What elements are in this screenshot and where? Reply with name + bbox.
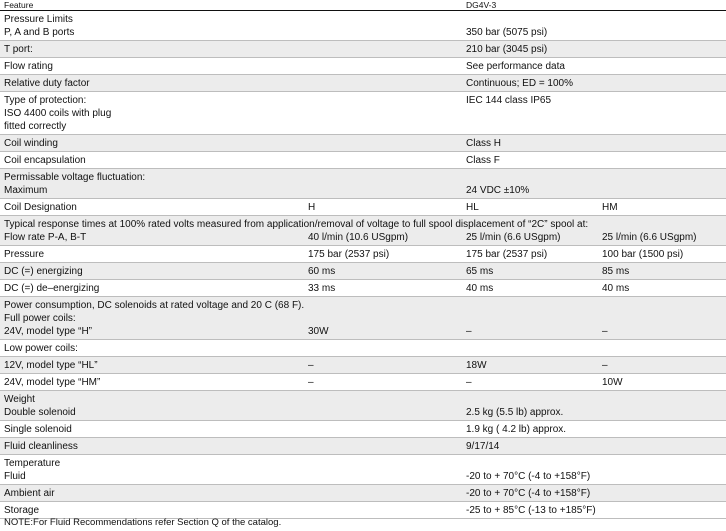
feature-cell: Power consumption, DC solenoids at rated voltage and 20 C (68 F).: [4, 300, 305, 311]
feature-cell: Double solenoid: [4, 407, 76, 418]
row-line: [0, 359, 726, 372]
row-line: [0, 457, 726, 470]
feature-cell: Coil winding: [4, 138, 58, 149]
row-line: [0, 60, 726, 73]
row-line: [0, 184, 726, 197]
row-line: [0, 94, 726, 107]
feature-cell: Full power coils:: [4, 313, 76, 324]
row-line: [0, 299, 726, 312]
value-hm-cell: HM: [602, 202, 618, 213]
row-line: [0, 13, 726, 26]
row-line: [0, 342, 726, 355]
table-row: [0, 455, 726, 485]
table-row: [0, 340, 726, 357]
value-hl-cell: -25 to + 85°C (-13 to +185°F): [466, 505, 596, 516]
feature-cell: Maximum: [4, 185, 48, 196]
feature-cell: Weight: [4, 394, 35, 405]
row-line: [0, 26, 726, 39]
value-hl-cell: HL: [466, 202, 479, 213]
table-row: [0, 421, 726, 438]
value-hl-cell: IEC 144 class IP65: [466, 95, 552, 106]
value-hm-cell: 25 l/min (6.6 USgpm): [602, 232, 697, 243]
value-hl-cell: 210 bar (3045 psi): [466, 44, 548, 55]
feature-cell: Fluid cleanliness: [4, 441, 78, 452]
row-line: [0, 376, 726, 389]
value-hl-cell: 9/17/14: [466, 441, 500, 452]
table-row: [0, 41, 726, 58]
value-h-cell: 40 l/min (10.6 USgpm): [308, 232, 409, 243]
value-hl-cell: -20 to + 70°C (-4 to +158°F): [466, 488, 591, 499]
table-row: [0, 438, 726, 455]
row-line: [0, 137, 726, 150]
feature-cell: Relative duty factor: [4, 78, 90, 89]
feature-cell: DC (=) energizing: [4, 266, 83, 277]
row-line: [0, 282, 726, 295]
table-row: [0, 216, 726, 246]
footnote: NOTE:For Fluid Recommendations refer Section Q of the catalog.: [4, 517, 282, 528]
table-row: [0, 246, 726, 263]
feature-cell: Low power coils:: [4, 343, 78, 354]
value-hl-cell: 2.5 kg (5.5 lb) approx.: [466, 407, 564, 418]
value-h-cell: –: [308, 377, 314, 388]
value-hm-cell: –: [602, 360, 608, 371]
feature-cell: Storage: [4, 505, 40, 516]
feature-cell: Ambient air: [4, 488, 55, 499]
value-h-cell: H: [308, 202, 316, 213]
value-hl-cell: 25 l/min (6.6 USgpm): [466, 232, 561, 243]
table-row: [0, 297, 726, 340]
row-line: [0, 406, 726, 419]
value-hl-cell: Continuous; ED = 100%: [466, 78, 574, 89]
value-hm-cell: 100 bar (1500 psi): [602, 249, 684, 260]
value-hm-cell: 85 ms: [602, 266, 630, 277]
value-hm-cell: 40 ms: [602, 283, 630, 294]
table-row: [0, 58, 726, 75]
table-row: [0, 280, 726, 297]
value-hl-cell: –: [466, 326, 472, 337]
feature-cell: 12V, model type “HL”: [4, 360, 98, 371]
row-line: [0, 265, 726, 278]
value-hl-cell: 24 VDC ±10%: [466, 185, 530, 196]
feature-cell: 24V, model type “HM”: [4, 377, 101, 388]
feature-cell: Permissable voltage fluctuation:: [4, 172, 146, 183]
row-line: [0, 504, 726, 517]
row-line: [0, 218, 726, 231]
table-row: [0, 75, 726, 92]
table-header: [0, 0, 726, 11]
value-h-cell: 60 ms: [308, 266, 336, 277]
feature-cell: Pressure: [4, 249, 45, 260]
feature-cell: DC (=) de–energizing: [4, 283, 100, 294]
value-h-cell: 30W: [308, 326, 329, 337]
feature-cell: Temperature: [4, 458, 61, 469]
row-line: [0, 154, 726, 167]
row-line: [0, 325, 726, 338]
table-row: [0, 11, 726, 41]
feature-cell: P, A and B ports: [4, 27, 75, 38]
value-hm-cell: 10W: [602, 377, 623, 388]
row-line: [0, 107, 726, 120]
table-row: [0, 263, 726, 280]
value-hl-cell: See performance data: [466, 61, 565, 72]
value-hl-cell: –: [466, 377, 472, 388]
table-row: [0, 485, 726, 502]
value-hl-cell: Class H: [466, 138, 502, 149]
value-hl-cell: Class F: [466, 155, 500, 166]
value-hl-cell: 65 ms: [466, 266, 494, 277]
table-row: [0, 357, 726, 374]
table-row: [0, 169, 726, 199]
feature-cell: Flow rate P-A, B-T: [4, 232, 87, 243]
feature-cell: Fluid: [4, 471, 26, 482]
feature-cell: 24V, model type “H”: [4, 326, 93, 337]
value-hm-cell: –: [602, 326, 608, 337]
table-row: [0, 135, 726, 152]
table-row: [0, 374, 726, 391]
row-line: [0, 470, 726, 483]
table-row: [0, 92, 726, 135]
feature-column-header: Feature: [4, 0, 34, 10]
feature-cell: fitted correctly: [4, 121, 67, 132]
feature-cell: Typical response times at 100% rated volts measured from application/removal of voltage to full spool displacement of “2C” spool at:: [4, 219, 589, 230]
table-row: [0, 391, 726, 421]
feature-cell: Flow rating: [4, 61, 53, 72]
row-line: [0, 231, 726, 244]
row-line: [0, 393, 726, 406]
value-hl-cell: 350 bar (5075 psi): [466, 27, 548, 38]
row-line: [0, 312, 726, 325]
value-hl-cell: 18W: [466, 360, 487, 371]
row-line: [0, 248, 726, 261]
feature-cell: Single solenoid: [4, 424, 72, 435]
feature-cell: Type of protection:: [4, 95, 87, 106]
value-h-cell: 175 bar (2537 psi): [308, 249, 390, 260]
feature-cell: Pressure Limits: [4, 14, 73, 25]
row-line: [0, 487, 726, 500]
row-line: [0, 120, 726, 133]
value-hl-cell: 40 ms: [466, 283, 494, 294]
row-line: [0, 77, 726, 90]
feature-cell: Coil Designation: [4, 202, 77, 213]
row-line: [0, 423, 726, 436]
value-hl-cell: -20 to + 70°C (-4 to +158°F): [466, 471, 591, 482]
model-column-header: DG4V-3: [466, 0, 497, 10]
table-row: [0, 152, 726, 169]
feature-cell: T port:: [4, 44, 33, 55]
row-line: [0, 171, 726, 184]
value-h-cell: 33 ms: [308, 283, 336, 294]
row-line: [0, 201, 726, 214]
row-line: [0, 43, 726, 56]
table-row: [0, 199, 726, 216]
feature-cell: Coil encapsulation: [4, 155, 86, 166]
value-hl-cell: 175 bar (2537 psi): [466, 249, 548, 260]
row-line: [0, 440, 726, 453]
feature-cell: ISO 4400 coils with plug: [4, 108, 112, 119]
value-h-cell: –: [308, 360, 314, 371]
value-hl-cell: 1.9 kg ( 4.2 lb) approx.: [466, 424, 567, 435]
